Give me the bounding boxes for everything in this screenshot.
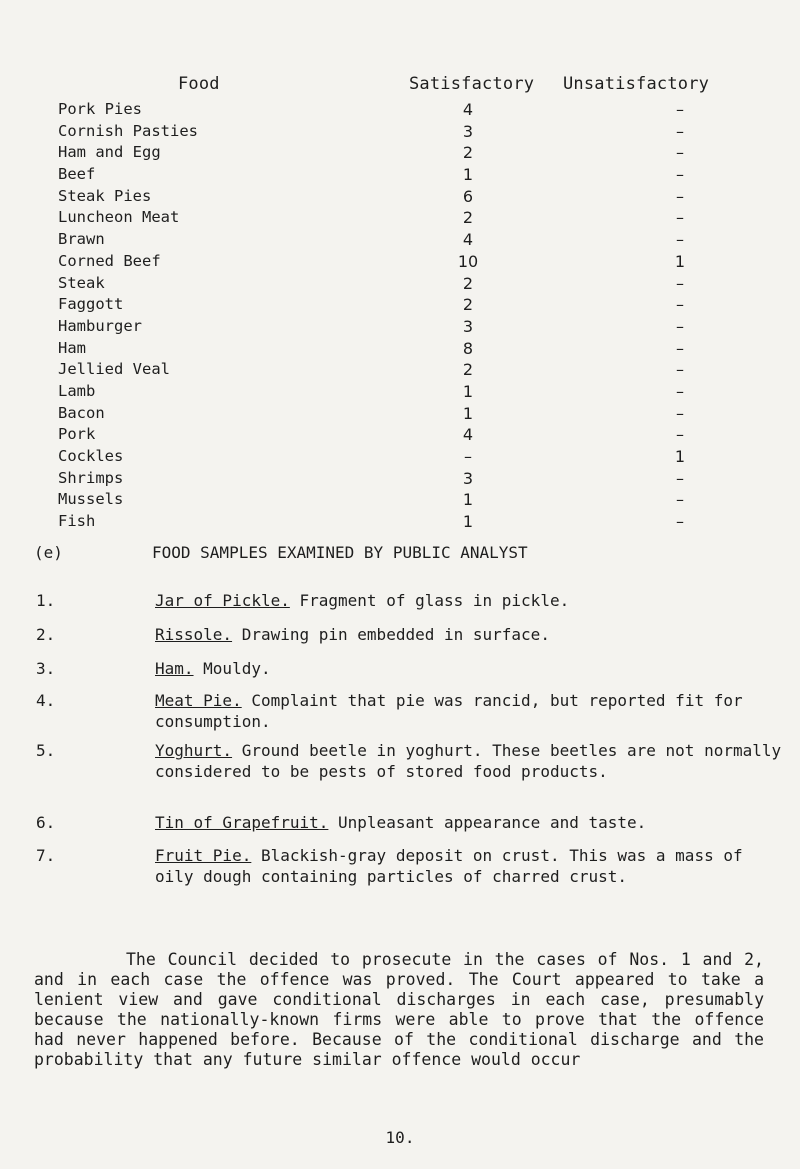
satisfactory-count: 1: [462, 381, 474, 401]
item-title: Ham.: [155, 659, 194, 678]
unsatisfactory-count: –: [676, 338, 684, 358]
item-number: 4.: [36, 691, 56, 710]
food-name: Pork Pies: [58, 100, 142, 118]
item-number: 6.: [36, 813, 56, 832]
table-row: [0, 165, 800, 187]
table-row: [0, 317, 800, 339]
food-name: Hamburger: [58, 316, 142, 335]
food-name: Jellied Veal: [58, 360, 170, 379]
unsatisfactory-count: –: [676, 425, 684, 445]
satisfactory-count: 1: [462, 165, 474, 185]
item-text: Ground beetle in yoghurt. These beetles are not normally considered to be pests of stored food products.: [155, 741, 782, 781]
page-number: 10.: [385, 1128, 415, 1147]
header-unsatisfactory: Unsatisfactory: [563, 74, 710, 94]
food-name: Shrimps: [58, 468, 124, 487]
unsatisfactory-count: –: [676, 490, 684, 510]
item-text: Unpleasant appearance and taste.: [328, 813, 647, 832]
food-name: Luncheon Meat: [58, 208, 180, 227]
unsatisfactory-count: –: [676, 186, 684, 206]
food-name: Corned Beef: [58, 251, 161, 270]
prosecution-paragraph: [34, 950, 764, 1070]
satisfactory-count: –: [464, 447, 472, 466]
item-number: 2.: [36, 625, 56, 644]
satisfactory-count: 1: [462, 403, 474, 423]
item-title: Fruit Pie.: [155, 846, 252, 865]
item-text: Blackish-gray deposit on crust. This was a mass of oily dough containing particles of charred crust.: [155, 846, 743, 886]
item-text: Mouldy.: [193, 659, 271, 678]
header-satisfactory: Satisfactory: [409, 74, 535, 94]
satisfactory-count: 3: [462, 316, 474, 336]
satisfactory-count: 2: [462, 273, 474, 293]
table-row: [0, 447, 800, 469]
unsatisfactory-count: –: [676, 230, 684, 250]
paragraph-text: The Council decided to prosecute in the cases of Nos. 1 and 2, and in each case the offence was proved. The Court appeared to take a lenient view and gave conditional discharges in each case, presumably because the nationally-known firms were able to prove that the offence had never happened before. Because of the conditional discharge and the probability that any future similar offence would occur: [34, 950, 764, 1069]
food-name: Bacon: [58, 403, 105, 422]
food-name: Cornish Pasties: [58, 121, 198, 140]
unsatisfactory-count: –: [676, 143, 684, 163]
food-name: Fish: [58, 512, 96, 531]
unsatisfactory-count: –: [676, 381, 684, 401]
table-row: [0, 187, 800, 209]
unsatisfactory-count: 1: [674, 251, 686, 271]
unsatisfactory-count: 1: [674, 447, 686, 466]
food-name: Pork: [58, 425, 96, 444]
satisfactory-count: 6: [462, 186, 474, 206]
item-title: Tin of Grapefruit.: [155, 813, 329, 832]
table-row: [0, 122, 800, 144]
unsatisfactory-count: –: [676, 165, 684, 185]
table-row: [0, 469, 800, 491]
item-title: Meat Pie.: [155, 691, 242, 710]
item-text: Complaint that pie was rancid, but reported fit for consumption.: [155, 691, 743, 731]
item-number: 7.: [36, 846, 56, 865]
unsatisfactory-count: –: [676, 360, 684, 380]
table-row: [0, 382, 800, 404]
unsatisfactory-count: –: [676, 512, 684, 532]
table-row: [0, 425, 800, 447]
unsatisfactory-count: –: [676, 273, 684, 293]
table-row: [0, 274, 800, 296]
table-row: [0, 512, 800, 534]
food-name: Cockles: [58, 447, 124, 465]
section-label: (e): [34, 543, 63, 562]
table-row: [0, 295, 800, 317]
food-name: Ham: [58, 338, 86, 357]
item-text: Drawing pin embedded in surface.: [232, 625, 550, 644]
food-name: Steak: [58, 273, 105, 292]
section-title: FOOD SAMPLES EXAMINED BY PUBLIC ANALYST: [152, 543, 528, 562]
unsatisfactory-count: –: [676, 316, 684, 336]
unsatisfactory-count: –: [676, 121, 684, 141]
satisfactory-count: 2: [462, 143, 474, 163]
item-text: Fragment of glass in pickle.: [289, 591, 570, 610]
satisfactory-count: 10: [457, 251, 479, 271]
item-number: 3.: [36, 659, 56, 678]
food-table: [0, 100, 800, 534]
table-row: [0, 490, 800, 512]
item-title: Rissole.: [155, 625, 233, 644]
satisfactory-count: 1: [462, 490, 474, 510]
satisfactory-count: 4: [462, 100, 474, 119]
table-row: [0, 404, 800, 426]
table-row: [0, 100, 800, 122]
unsatisfactory-count: –: [676, 403, 684, 423]
header-food: Food: [178, 74, 220, 94]
item-number: 5.: [36, 741, 56, 760]
item-number: 1.: [36, 591, 56, 610]
satisfactory-count: 8: [462, 338, 474, 358]
item-title: Yoghurt.: [155, 741, 233, 760]
unsatisfactory-count: –: [676, 208, 684, 228]
satisfactory-count: 2: [462, 360, 474, 380]
table-row: [0, 143, 800, 165]
food-name: Brawn: [58, 230, 105, 249]
food-name: Faggott: [58, 295, 124, 314]
food-name: Mussels: [58, 490, 124, 509]
satisfactory-count: 4: [462, 425, 474, 445]
food-name: Beef: [58, 165, 96, 184]
table-row: [0, 252, 800, 274]
table-row: [0, 360, 800, 382]
unsatisfactory-count: –: [676, 295, 684, 315]
satisfactory-count: 1: [462, 512, 474, 532]
satisfactory-count: 2: [462, 295, 474, 315]
food-name: Steak Pies: [58, 186, 152, 205]
satisfactory-count: 4: [462, 230, 474, 250]
unsatisfactory-count: –: [676, 100, 684, 119]
food-name: Lamb: [58, 381, 96, 400]
unsatisfactory-count: –: [676, 468, 684, 488]
satisfactory-count: 2: [462, 208, 474, 228]
satisfactory-count: 3: [462, 121, 474, 141]
food-name: Ham and Egg: [58, 143, 161, 162]
item-title: Jar of Pickle.: [155, 591, 290, 610]
table-row: [0, 339, 800, 361]
satisfactory-count: 3: [462, 468, 474, 488]
table-row: [0, 208, 800, 230]
table-row: [0, 230, 800, 252]
